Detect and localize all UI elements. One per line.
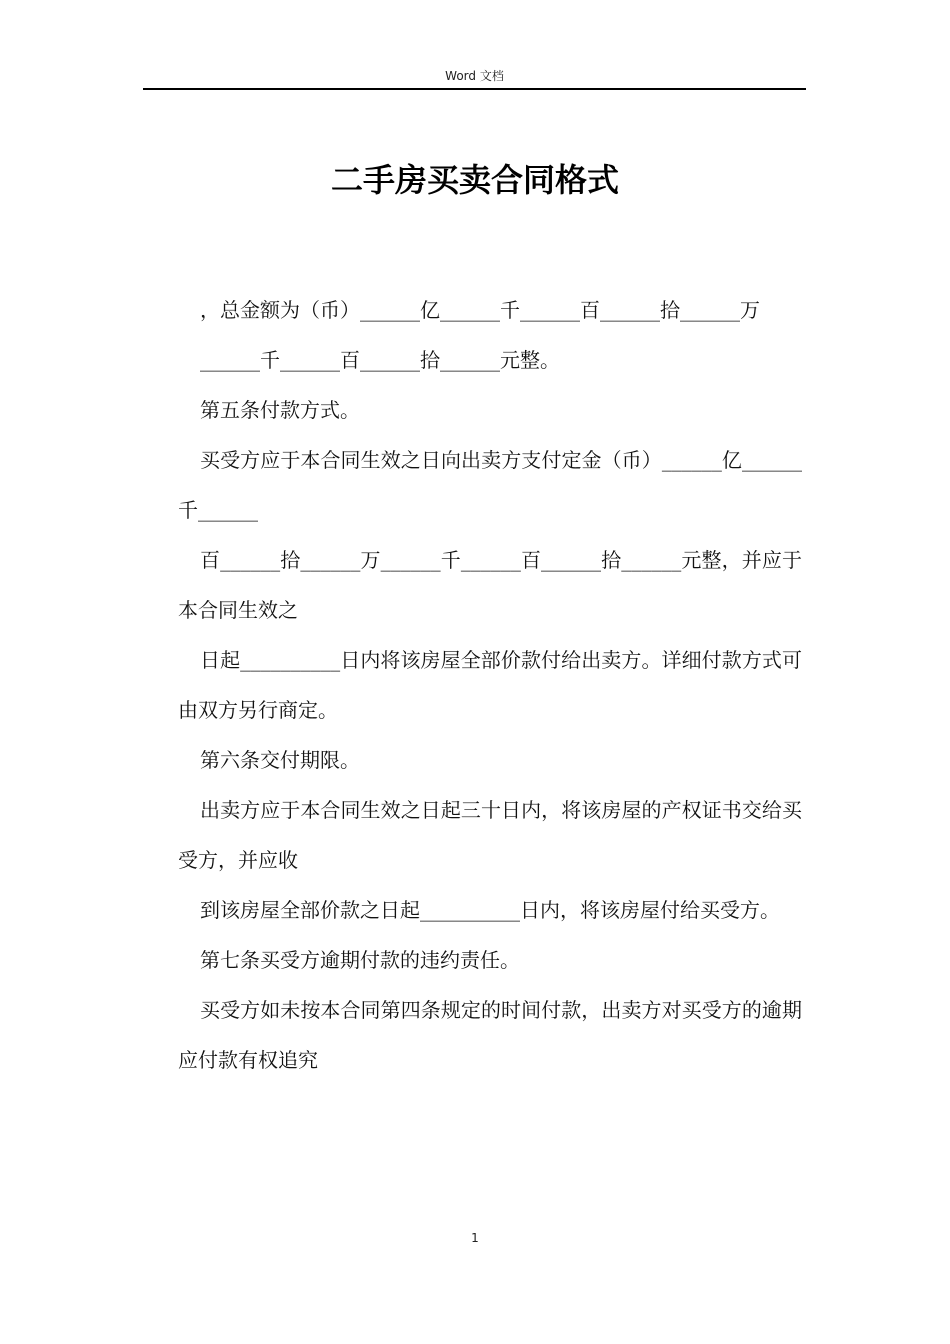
paragraph-amount-continued: ______千______百______拾______元整。 [200,348,560,372]
paragraph-delivery-continued: 到该房屋全部价款之日起__________日内，将该房屋付给买受方。 [200,898,780,922]
paragraph-delivery: 出卖方应于本合同生效之日起三十日内，将该房屋的产权证书交给买受方，并应收 [178,798,802,872]
page-number: 1 [471,1231,479,1245]
header-label: Word 文档 [445,69,504,83]
paragraph-full-payment: 日起__________日内将该房屋全部价款付给出卖方。详细付款方式可由双方另行商定。 [178,648,802,722]
document-body [178,285,802,1085]
document-title: 二手房买卖合同格式 [330,161,619,199]
paragraph-total-amount: ，总金额为（币）______亿______千______百______拾______万 [200,298,760,322]
paragraph-deposit: 买受方应于本合同生效之日向出卖方支付定金（币）______亿______千______ [178,448,802,522]
paragraph-deposit-continued: 百______拾______万______千______百______拾______元整，并应于本合同生效之 [178,548,802,622]
paragraph-article-5-heading: 第五条付款方式。 [200,398,360,422]
paragraph-article-6-heading: 第六条交付期限。 [200,748,360,772]
paragraph-article-7-heading: 第七条买受方逾期付款的违约责任。 [200,948,520,972]
page-header [143,66,806,90]
paragraph-late-payment: 买受方如未按本合同第四条规定的时间付款，出卖方对买受方的逾期应付款有权追究 [178,998,802,1072]
